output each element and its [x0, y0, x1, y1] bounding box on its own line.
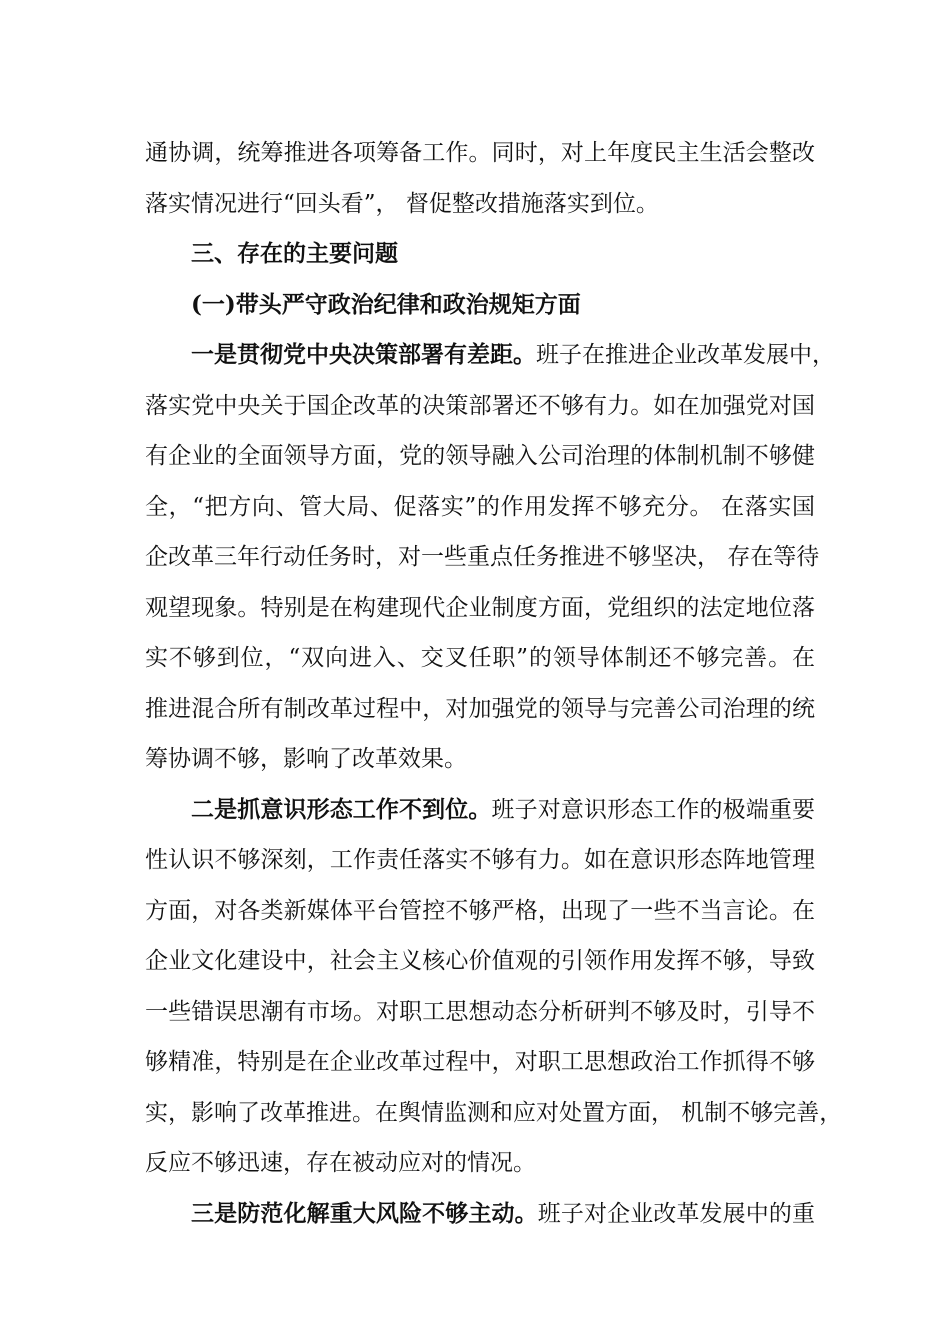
paragraph-line — [145, 330, 835, 381]
line-text: 推进混合所有制改革过程中，对加强党的领导与完善公司治理的统 — [145, 695, 815, 722]
paragraph-line — [145, 179, 815, 230]
line-text: 班子对意识形态工作的极端重要 — [491, 796, 816, 823]
paragraph-line — [145, 1189, 815, 1240]
paragraph-line — [145, 734, 815, 785]
section-heading — [145, 229, 815, 280]
line-text: 有企业的全面领导方面，党的领导融入公司治理的体制机制不够健 — [145, 443, 815, 469]
line-text: 一些错误思潮有市场。对职工思想动态分析研判不够及时，引导不 — [145, 998, 815, 1025]
paragraph-line — [145, 1088, 843, 1139]
paragraph-line — [145, 684, 815, 735]
line-text: 全，“把方向、管大局、促落实”的作用发挥不够充分。 在落实国 — [145, 493, 815, 520]
paragraph-line — [145, 936, 815, 987]
paragraph-line — [145, 1138, 815, 1189]
line-text: 够精准，特别是在企业改革过程中，对职工思想政治工作抓得不够 — [145, 1049, 815, 1075]
document-body — [145, 128, 843, 1239]
line-text: 三、存在的主要问题 — [191, 240, 398, 267]
line-text: (一)带头严守政治纪律和政治规矩方面 — [191, 290, 581, 318]
section-heading — [145, 280, 815, 331]
line-text: 反应不够迅速，存在被动应对的情况。 — [145, 1150, 536, 1176]
line-text: 实不够到位，“双向进入、交叉任职”的领导体制还不够完善。在 — [145, 645, 815, 671]
paragraph-line — [145, 128, 815, 179]
line-text: 班子对企业改革发展中的重 — [537, 1200, 816, 1227]
paragraph-line — [145, 835, 815, 886]
paragraph-line — [145, 532, 820, 583]
line-text: 企业文化建设中，社会主义核心价值观的引领作用发挥不够，导致 — [145, 948, 815, 974]
paragraph-line — [145, 482, 815, 533]
paragraph-line — [145, 381, 815, 432]
line-text: 实，影响了改革推进。在舆情监测和应对处置方面， 机制不够完善， — [145, 1099, 843, 1126]
paragraph-line — [145, 785, 815, 836]
line-text: 筹协调不够，影响了改革效果。 — [145, 746, 467, 772]
paragraph-line — [145, 987, 815, 1038]
paragraph-line — [145, 633, 815, 684]
line-text: 方面，对各类新媒体平台管控不够严格，出现了一些不当言论。在 — [145, 897, 815, 924]
paragraph-lead-phrase: 二是抓意识形态工作不到位。 — [191, 795, 492, 823]
paragraph-line — [145, 431, 815, 482]
paragraph-line — [145, 886, 815, 937]
line-text: 班子在推进企业改革发展中， — [536, 342, 835, 368]
line-text: 性认识不够深刻，工作责任落实不够有力。如在意识形态阵地管理 — [145, 847, 815, 873]
line-text: 观望现象。特别是在构建现代企业制度方面，党组织的法定地位落 — [145, 594, 815, 621]
paragraph-lead-phrase: 一是贯彻党中央决策部署有差距。 — [191, 341, 536, 368]
line-text: 落实党中央关于国企改革的决策部署还不够有力。如在加强党对国 — [145, 392, 815, 419]
paragraph-line — [145, 1037, 815, 1088]
paragraph-lead-phrase: 三是防范化解重大风险不够主动。 — [191, 1199, 538, 1227]
line-text: 落实情况进行“回头看”， 督促整改措施落实到位。 — [145, 190, 659, 217]
paragraph-line — [145, 583, 815, 634]
line-text: 通协调，统筹推进各项筹备工作。同时，对上年度民主生活会整改 — [145, 140, 815, 166]
line-text: 企改革三年行动任务时，对一些重点任务推进不够坚决， 存在等待 — [145, 544, 820, 570]
